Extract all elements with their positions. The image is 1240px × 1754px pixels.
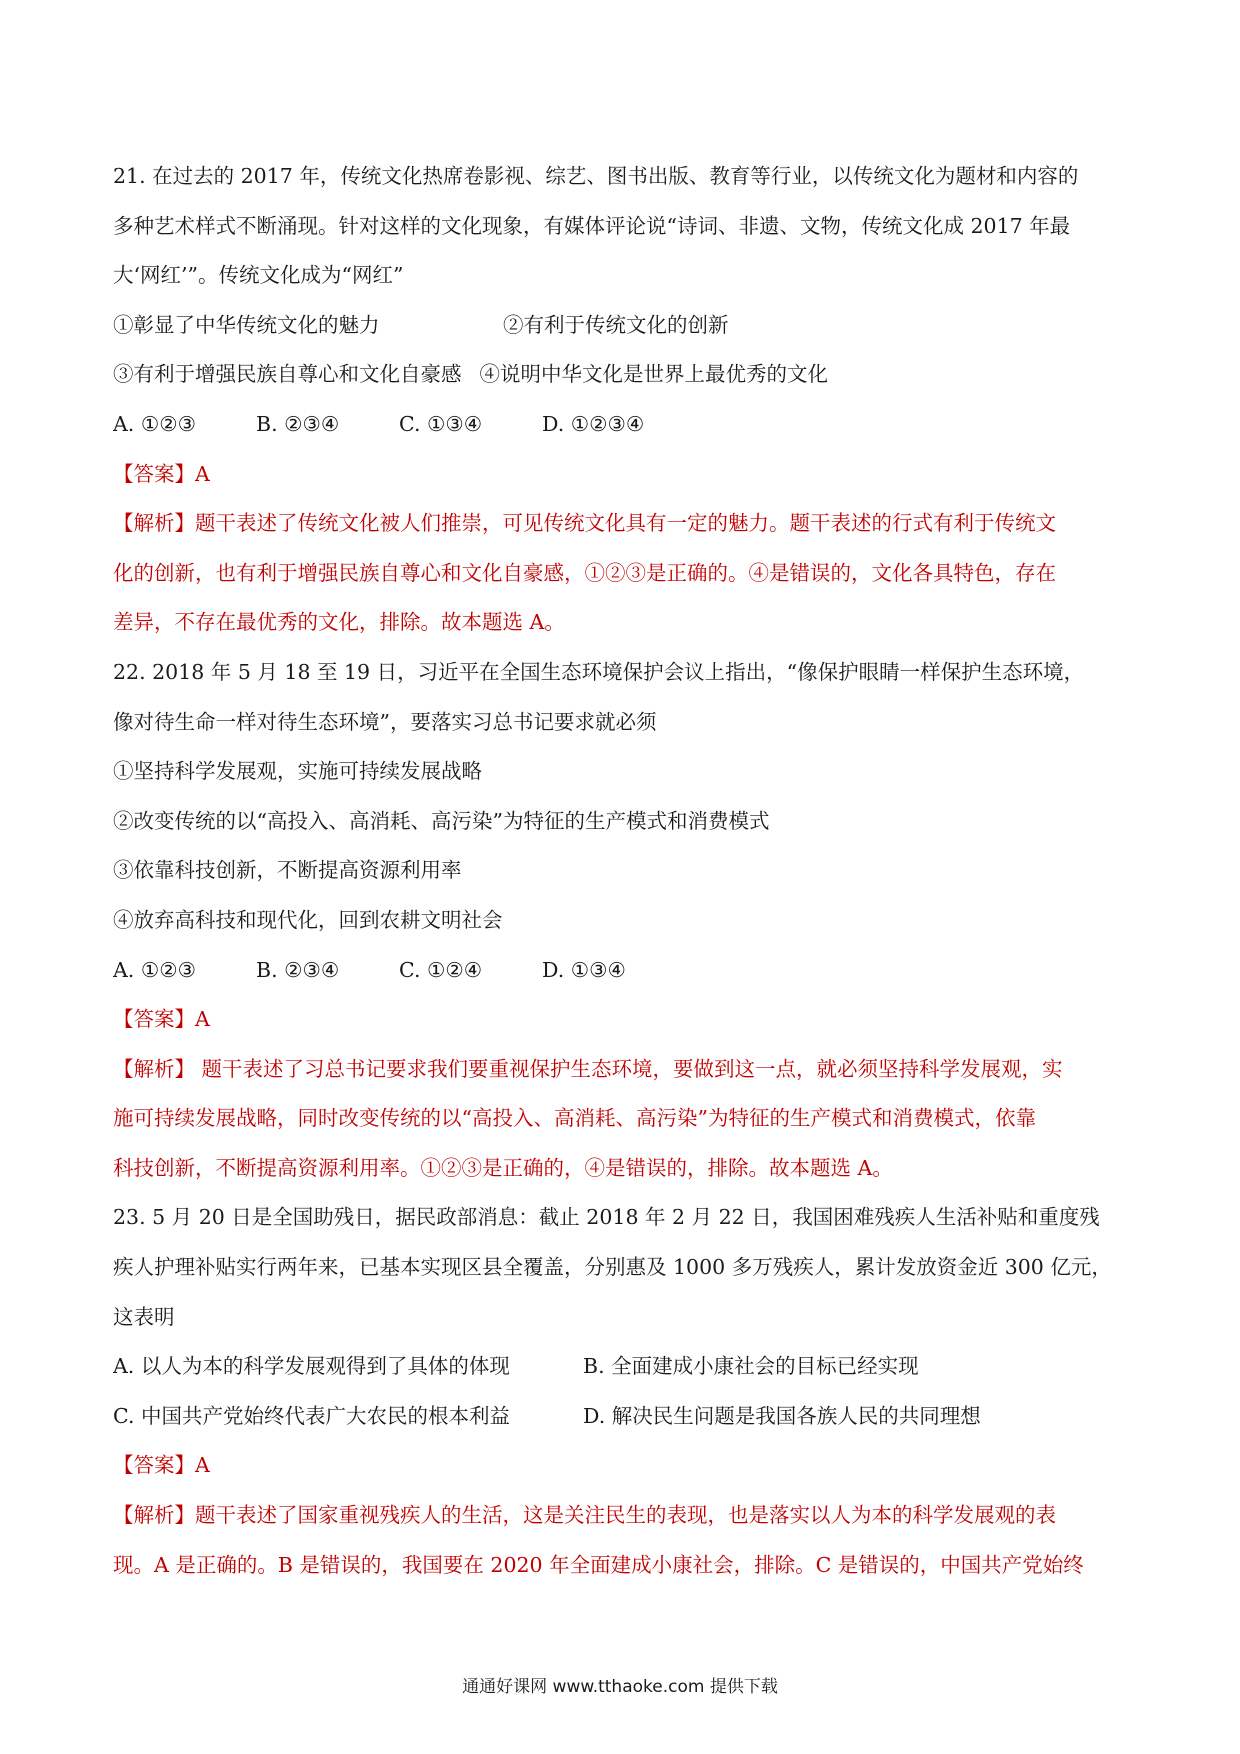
question-stem-line: 像对待生命一样对待生态环境”，要落实习总书记要求就必须 bbox=[113, 709, 657, 734]
question-stem-line: 21. 在过去的 2017 年，传统文化热席卷影视、综艺、图书出版、教育等行业，以传统文化为题材和内容的 bbox=[113, 164, 1079, 188]
statement-1: ①彰显了中华传统文化的魅力 bbox=[113, 312, 380, 337]
option-a: A. 以人为本的科学发展观得到了具体的体现 bbox=[113, 1354, 510, 1379]
question-21 bbox=[113, 152, 1133, 648]
statement-4: ④放弃高科技和现代化，回到农耕文明社会 bbox=[113, 907, 503, 932]
question-22 bbox=[113, 648, 1133, 1194]
option-c: C. 中国共产党始终代表广大农民的根本利益 bbox=[113, 1403, 510, 1428]
question-stem-line: 大‘网红’”。传统文化成为“网红” bbox=[113, 263, 404, 288]
statement-2: ②有利于传统文化的创新 bbox=[503, 312, 729, 337]
answer-value: A bbox=[195, 1007, 210, 1032]
option-c: C. ①③④ bbox=[399, 411, 483, 436]
analysis-line: 【解析】题干表述了传统文化被人们推崇，可见传统文化具有一定的魅力。题干表述的行式有利于传统文 bbox=[113, 511, 1056, 536]
statement-2: ②改变传统的以“高投入、高消耗、高污染”为特征的生产模式和消费模式 bbox=[113, 808, 770, 833]
answer-line bbox=[113, 1441, 1133, 1491]
option-d: D. 解决民生问题是我国各族人民的共同理想 bbox=[583, 1403, 981, 1428]
analysis-line: 施可持续发展战略，同时改变传统的以“高投入、高消耗、高污染”为特征的生产模式和消费模式，依靠 bbox=[113, 1106, 1036, 1131]
statement-row bbox=[113, 350, 1133, 400]
statement-1: ①坚持科学发展观，实施可持续发展战略 bbox=[113, 759, 482, 784]
analysis-line: 【解析】 题干表述了习总书记要求我们要重视保护生态环境，要做到这一点，就必须坚持科学发展观，实 bbox=[113, 1056, 1063, 1081]
question-stem-line: 这表明 bbox=[113, 1304, 175, 1329]
answer-options bbox=[113, 1342, 1133, 1392]
question-23 bbox=[113, 1193, 1133, 1590]
statement-4: ④说明中华文化是世界上最优秀的文化 bbox=[479, 362, 828, 387]
answer-value: A bbox=[195, 1453, 210, 1478]
statement-row bbox=[113, 301, 1133, 351]
option-b: B. ②③④ bbox=[256, 957, 340, 982]
option-b: B. 全面建成小康社会的目标已经实现 bbox=[583, 1354, 919, 1379]
question-stem-line: 多种艺术样式不断涌现。针对这样的文化现象，有媒体评论说“诗词、非遗、文物，传统文化成 2017 年最 bbox=[113, 213, 1071, 238]
statement-3: ③有利于增强民族自尊心和文化自豪感 bbox=[113, 362, 462, 387]
analysis-line: 现。A 是正确的。B 是错误的，我国要在 2020 年全面建成小康社会，排除。C 是错误的，中国共产党始终 bbox=[113, 1552, 1084, 1577]
document-body bbox=[113, 152, 1133, 1590]
question-stem-line: 23. 5 月 20 日是全国助残日，据民政部消息：截止 2018 年 2 月 22 日，我国困难残疾人生活补贴和重度残 bbox=[113, 1205, 1100, 1230]
answer-options bbox=[113, 946, 1133, 996]
question-stem-line: 22. 2018 年 5 月 18 至 19 日，习近平在全国生态环境保护会议上指出，“像保护眼睛一样保护生态环境， bbox=[113, 659, 1085, 684]
answer-line bbox=[113, 450, 1133, 500]
page-footer: 通通好课网 www.tthaoke.com 提供下载 bbox=[462, 1677, 778, 1697]
analysis-line: 科技创新，不断提高资源利用率。①②③是正确的，④是错误的，排除。故本题选 A。 bbox=[113, 1155, 893, 1180]
question-stem-line: 疾人护理补贴实行两年来，已基本实现区县全覆盖，分别惠及 1000 多万残疾人，累计发放资金近 300 亿元， bbox=[113, 1255, 1112, 1280]
answer-label: 【答案】 bbox=[113, 1453, 195, 1478]
option-d: D. ①③④ bbox=[542, 957, 626, 982]
option-d: D. ①②③④ bbox=[542, 411, 645, 436]
answer-options bbox=[113, 1392, 1133, 1442]
option-a: A. ①②③ bbox=[113, 957, 196, 982]
analysis-line: 差异，不存在最优秀的文化，排除。故本题选 A。 bbox=[113, 610, 565, 635]
option-c: C. ①②④ bbox=[399, 957, 483, 982]
answer-label: 【答案】 bbox=[113, 461, 195, 486]
analysis-line: 【解析】题干表述了国家重视残疾人的生活，这是关注民生的表现，也是落实以人为本的科学发展观的表 bbox=[113, 1503, 1056, 1528]
answer-line bbox=[113, 995, 1133, 1045]
option-a: A. ①②③ bbox=[113, 411, 196, 436]
option-b: B. ②③④ bbox=[256, 411, 340, 436]
analysis-line: 化的创新，也有利于增强民族自尊心和文化自豪感，①②③是正确的。④是错误的，文化各具特色，存在 bbox=[113, 560, 1056, 585]
statement-3: ③依靠科技创新，不断提高资源利用率 bbox=[113, 858, 462, 883]
answer-value: A bbox=[195, 461, 210, 486]
answer-options bbox=[113, 400, 1133, 450]
answer-label: 【答案】 bbox=[113, 1007, 195, 1032]
